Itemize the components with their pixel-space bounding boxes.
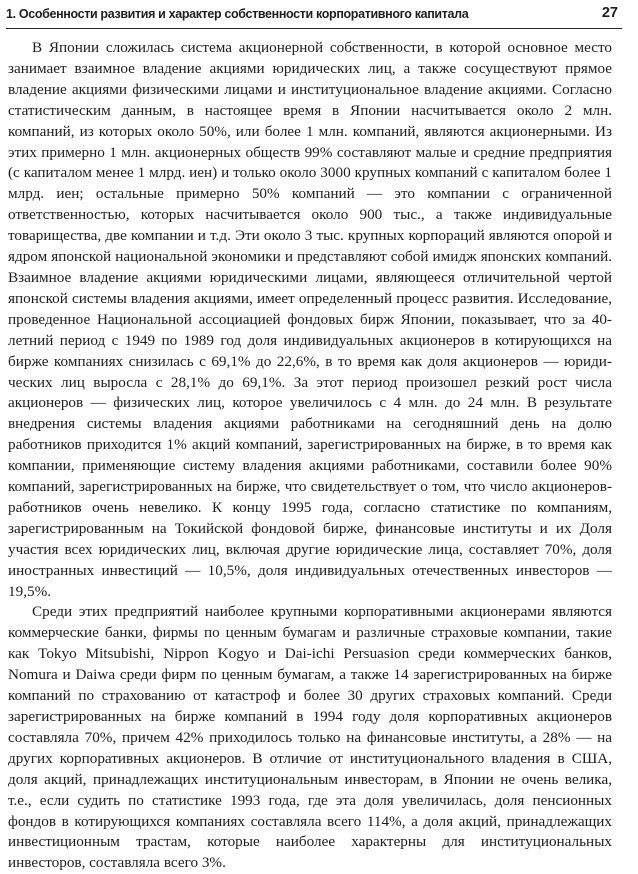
body-text	[8, 38, 612, 874]
paragraph-corporate-shareholders: Среди этих предприятий наиболее крупными корпоративными акционерами являются коммерческие банки, фирмы по ценным бумагам и различные страховые компании, такие как Tokyo Mitsubishi, Nippon Kogyo и Dai-ichi Persuasion среди коммерческих банков, Nomura и Daiwa среди фирм по ценным бумагам, а также 14 зарегистрированных на бирже компаний по страхованию от катастроф и более 30 других страховых компаний. Среди зарегистрированных на бирже компаний в 1994 году доля корпоративных акционеров составляла 70%, причем 42% приходилось только на финансовые институты, а 28% — на других корпоративных акционеров. В отличие от институционального владения в США, доля акций, принадлежащих институциональным инвесторам, в Японии не очень велика, т.е., если судить по статистике 1993 года, где эта доля увеличилась, доля пенсионных фондов в котирующихся компаниях составляла всего 114%, а доля акций, принадлежащих инвестиционным трастам, которые наиболее характерны для институциональных инвесторов, составляла всего 3%.	[8, 603, 612, 872]
paragraph-japan-ownership: В Японии сложилась система акционерной собственности, в которой основное место занимает взаимное владение акциями юридических лиц, а также сосуществуют прямое владение акциями физическими лицами и институциональное владение акциями. Согласно статистическим данным, в настоящее время в Японии насчитывается около 2 млн. компаний, из которых около 50%, или более 1 млн. компаний, являются акционерными. Из этих примерно 1 млн. акционерных обществ 99% составляют малые и средние предприятия (с капиталом менее 1 млрд. иен) и только около 3000 крупных компаний с капиталом более 1 млрд. иен; остальные примерно 50% компаний — это компании с ограниченной ответственностью, которых насчитывается около 900 тыс., а также индивидуальные товарищества, две компании и т.д. Эти около 3 тыс. крупных корпораций являются опорой и ядром японской национальной экономики и представляют собой имидж японских компаний. Взаимное владение акциями юридическими лицами, являющееся отличительной чертой японской системы владения акциями, имеет определенный процесс развития. Исследование, проведенное Национальной ассоциацией фондовых бирж Японии, показывает, что за 40-летний период с 1949 по 1989 год доля индивидуальных акционеров в котирующихся на бирже компаниях снизилась с 69,1% до 22,6%, в то время как доля акционеров — юридических лиц выросла с 28,1% до 69,1%. За этот период произошел резкий рост числа акционеров — физических лиц, которое увеличилось с 4 млн. до 24 млн. В результате внедрения системы владения акциями работниками на сегодняшний день на долю работников приходится 1% акций компаний, зарегистрированных на бирже, в то время как компании, применяющие систему владения акциями работниками, составили более 90% компаний, зарегистрированных на бирже, что свидетельствует о том, что число акционеров-работников очень невелико. К концу 1995 года, согласно статистике по компаниям, зарегистрированным на Токийской фондовой бирже, финансовые институты и их Доля участия всех юридических лиц, включая другие юридические лица, составляет 70%, доля иностранных инвестиций — 10,5%, доля индивидуальных отечественных инвесторов — 19,5%.	[8, 39, 612, 600]
section-title: 1. Особенности развития и характер собственности корпоративного капитала	[6, 7, 469, 21]
page-number: 27	[601, 5, 618, 21]
running-header	[6, 4, 622, 29]
